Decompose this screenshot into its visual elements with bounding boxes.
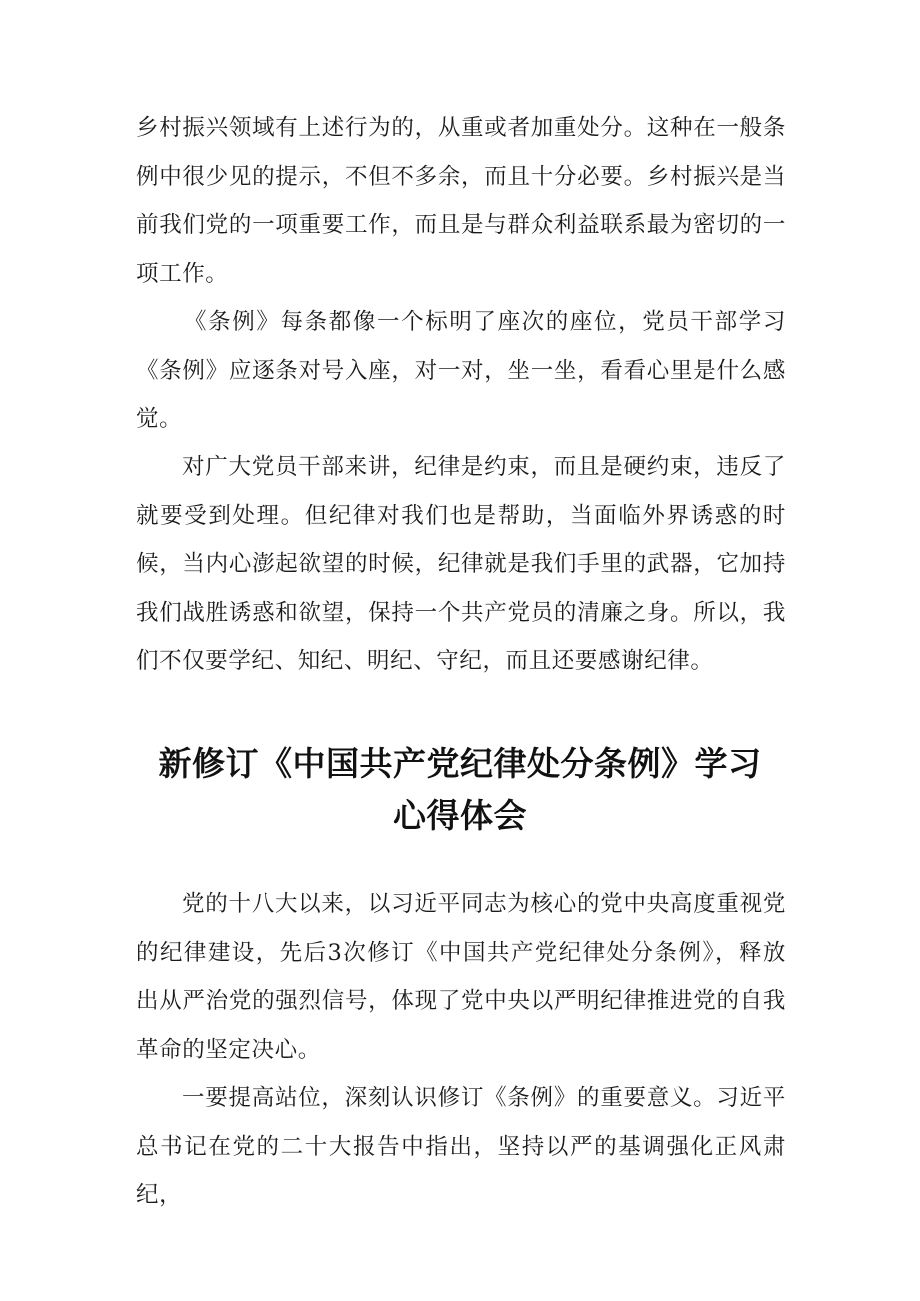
article-title-line-1: 新修订《中国共产党纪律处分条例》学习 (158, 744, 762, 783)
paragraph-regulations-seat: 《条例》每条都像一个标明了座次的座位，党员干部学习《条例》应逐条对号入座，对一对，坐一坐，看看心里是什么感觉。 (136, 309, 786, 432)
paragraph-rural-revitalization: 乡村振兴领域有上述行为的，从重或者加重处分。这种在一般条例中很少见的提示，不但不多余，而且十分必要。乡村振兴是当前我们党的一项重要工作，而且是与群众利益联系最为密切的一项工作。 (136, 115, 786, 287)
article-title-line-2: 心得体会 (393, 796, 527, 835)
paragraph-since-18th-congress: 党的十八大以来，以习近平同志为核心的党中央高度重视党的纪律建设，先后3次修订《中国共产党纪律处分条例》，释放出从严治党的强烈信号，体现了党中央以严明纪律推进党的自我革命的坚定决心。 (136, 891, 786, 1063)
paragraph-discipline-constraint: 对广大党员干部来讲，纪律是约束，而且是硬约束，违反了就要受到处理。但纪律对我们也是帮助，当面临外界诱惑的时候，当内心澎起欲望的时候，纪律就是我们手里的武器，它加持我们战胜诱惑和欲望，保持一个共产党员的清廉之身。所以，我们不仅要学纪、知纪、明纪、守纪，而且还要感谢纪律。 (136, 454, 786, 674)
paragraph-raise-position: 一要提高站位，深刻认识修订《条例》的重要意义。习近平总书记在党的二十大报告中指出，坚持以严的基调强化正风肃纪， (136, 1085, 786, 1208)
